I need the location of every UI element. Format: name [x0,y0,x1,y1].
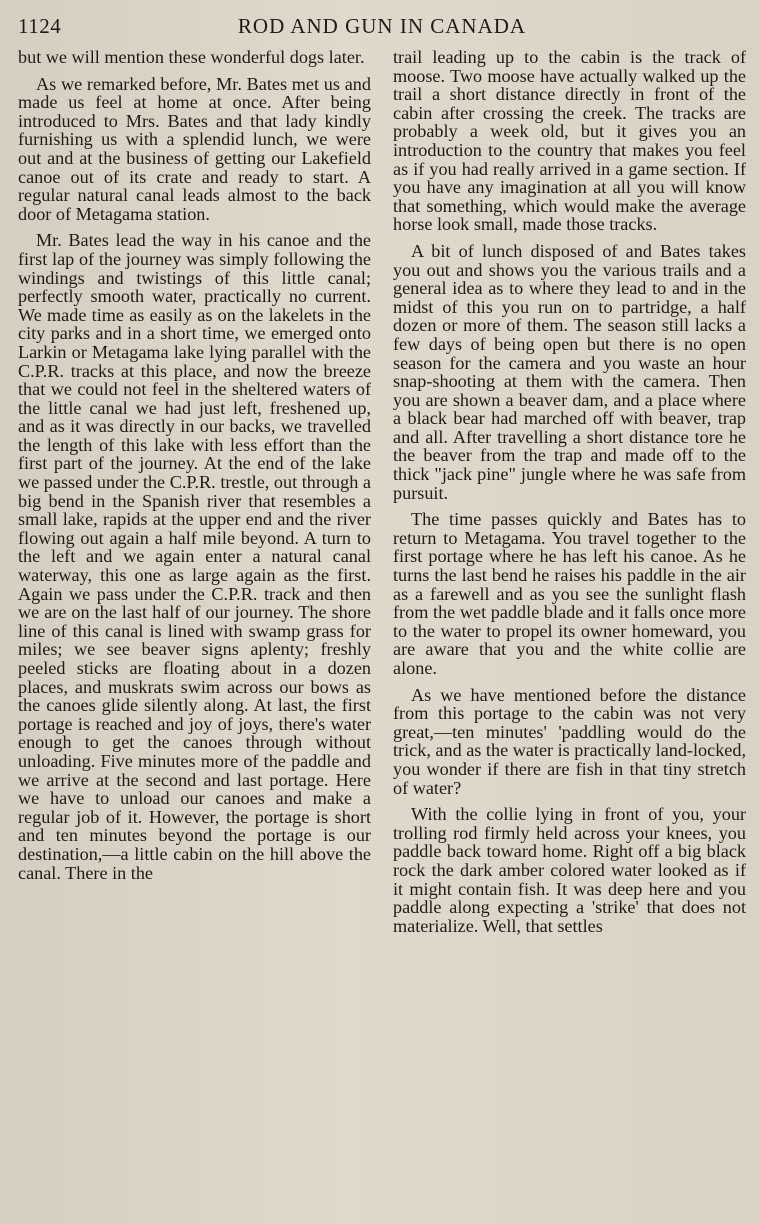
right-column [393,48,746,1218]
paragraph: As we have mentioned before the distance from this portage to the cabin was not very great,—ten minutes' 'paddling would do the trick, and as the water is practically land-locked, you wonder if there are fish in that tiny stretch of water? [393,684,746,798]
left-column [18,48,371,1218]
paragraph: Mr. Bates lead the way in his canoe and the first lap of the journey was simply following the windings and twistings of this little canal; perfectly smooth water, practically no current. We made time as easily as on the lakelets in the city parks and in a short time, we emerged onto Larkin or Metagama lake lying parallel with the C.P.R. tracks at this place, and now the breeze that we could not feel in the sheltered waters of the little canal we had just left, freshened up, and as it was directly in our backs, we travelled the length of this lake with less effort than the first part of the journey. At the end of the lake we passed under the C.P.R. trestle, out through a big bend in the Spanish river that resembles a small lake, rapids at the upper end and the river flowing out again a half mile beyond. A turn to the left and we again enter a natural canal waterway, this one as large again as the first. Again we pass under the C.P.R. track and then we are on the last half of our journey. The shore line of this canal is lined with swamp grass for miles; we see beaver signs aplenty; freshly peeled sticks are floating about in a dozen places, and muskrats swim across our bows as the canoes glide silently along. At last, the first portage is reached and joy of joys, there's water enough to get the canoes through without unloading. Five minutes more of the paddle and we arrive at the second and last portage. Here we have to unload our canoes and make a regular job of it. However, the portage is short and ten minutes beyond the portage is our destination,—a little cabin on the hill above the canal. There in the [18,230,371,883]
paragraph: The time passes quickly and Bates has to return to Metagama. You travel together to the first portage where he has left his canoe. As he turns the last bend he raises his paddle in the air as a farewell and as you see the sunlight flash from the wet paddle blade and it falls once more to the water to propel its owner homeward, you are aware that you and the white collie are alone. [393,509,746,678]
paragraph: but we will mention these wonderful dogs later. [18,48,365,67]
page-header [18,14,746,48]
paragraph: A bit of lunch disposed of and Bates takes you out and shows you the various trails and a general idea as to where they lead to and in the midst of this you run on to partridge, a half dozen or more of them. The season still lacks a few days of being open but there is no open season for the camera and you waste an hour snap-shooting at them with the camera. Then you are shown a beaver dam, and a place where a black bear had marched off with beaver, trap and all. After travelling a short distance tore he the beaver from the trap and made off to the thick "jack pine" jungle where he was safe from pursuit. [393,240,746,503]
paragraph: As we remarked before, Mr. Bates met us and made us feel at home at once. After being introduced to Mrs. Bates and that lady kindly furnishing us with a splendid lunch, we were out and at the business of getting our Lakefield canoe out of its crate and ready to start. A regular natural canal leads almost to the back door of Metagama station. [18,73,371,224]
paragraph: trail leading up to the cabin is the track of moose. Two moose have actually walked up the trail a short distance directly in front of the cabin after crossing the creek. The tracks are probably a week old, but it gives you an introduction to the country that makes you feel as if you had really arrived in a game section. If you have any imagination at all you will know that something, which would make the average horse look small, made those tracks. [393,48,746,235]
page-number: 1124 [18,14,62,38]
running-title: ROD AND GUN IN CANADA [237,14,527,38]
text-columns [18,48,746,1218]
paragraph: With the collie lying in front of you, your trolling rod firmly held across your knees, you paddle back toward home. Right off a big black rock the dark amber colored water looked as if it might contain fish. It was deep here and you paddle along expecting a 'strike' that does not materialize. Well, that settles [393,804,746,936]
